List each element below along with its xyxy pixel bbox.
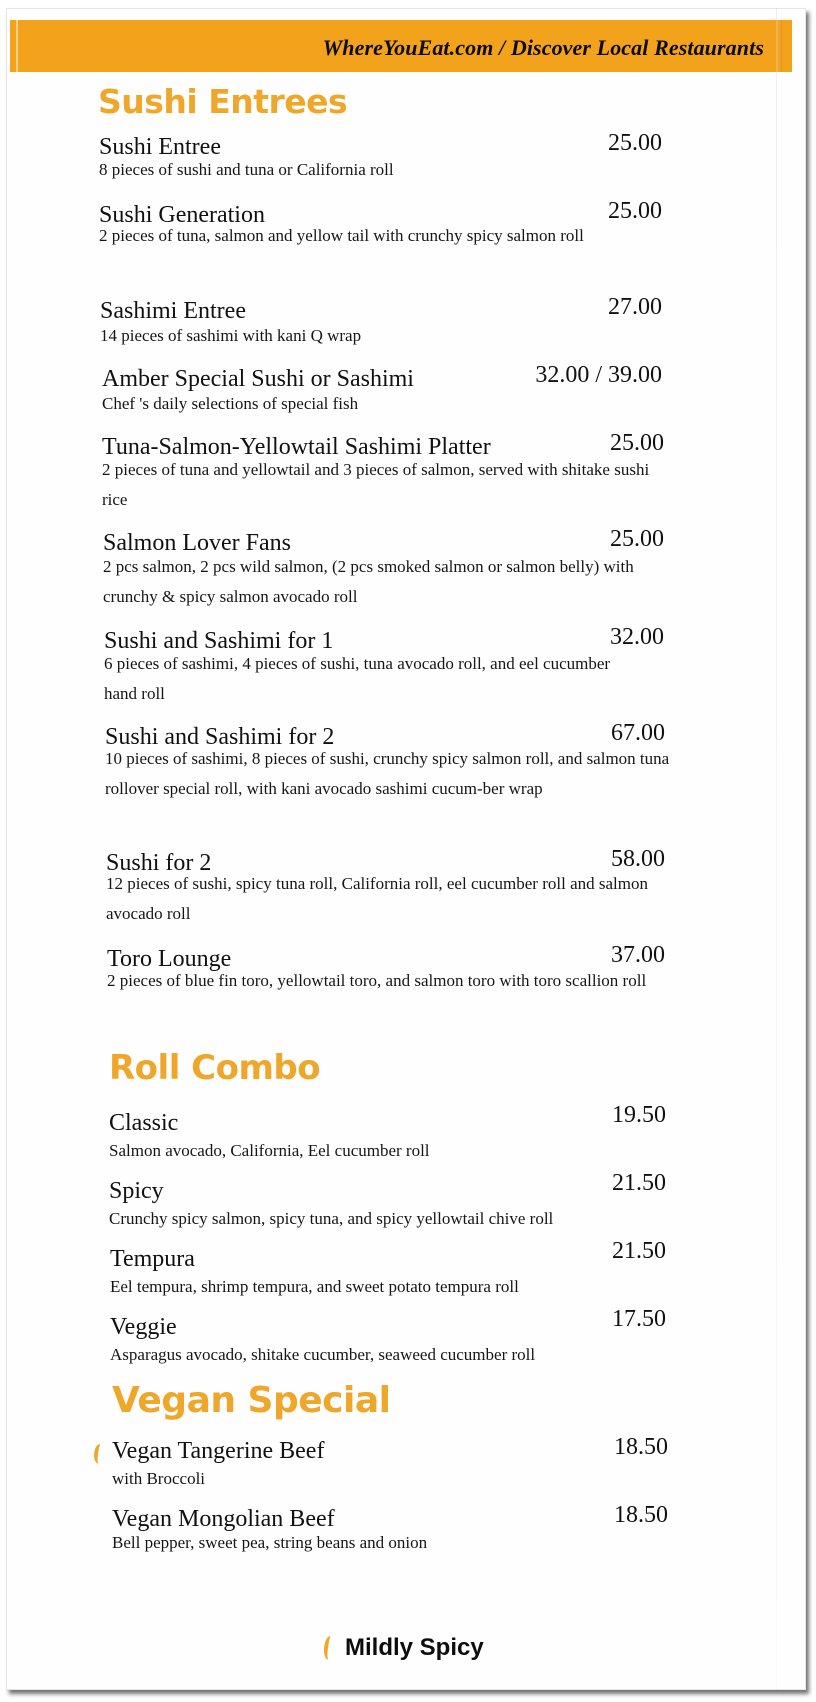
item-name: Sushi Generation [99, 202, 265, 228]
item-price: 17.50 [612, 1306, 666, 1332]
item-name: Tempura [110, 1246, 195, 1272]
item-name: Tuna-Salmon-Yellowtail Sashimi Platter [102, 434, 491, 460]
item-price: 67.00 [611, 720, 665, 746]
item-name: Sushi and Sashimi for 1 [104, 628, 334, 654]
section-title-sushi-entrees: Sushi Entrees [98, 82, 348, 121]
item-price: 32.00 / 39.00 [535, 362, 662, 388]
pepper-icon [322, 1635, 336, 1660]
item-name: Sushi Entree [99, 134, 221, 160]
item-description: Eel tempura, shrimp tempura, and sweet potato tempura roll [110, 1277, 519, 1296]
item-price: 18.50 [614, 1502, 668, 1528]
item-name: Vegan Mongolian Beef [112, 1506, 335, 1532]
section-title-vegan-special: Vegan Special [112, 1380, 391, 1421]
item-description: 10 pieces of sashimi, 8 pieces of sushi, crunchy spicy salmon roll, and salmon tuna rollover special roll, with kani avocado sashimi cucum-ber wrap [105, 749, 670, 798]
item-name: Spicy [109, 1178, 164, 1204]
item-price: 25.00 [610, 430, 664, 456]
item-name: Vegan Tangerine Beef [112, 1438, 325, 1464]
item-name: Veggie [110, 1314, 177, 1340]
pepper-icon [93, 1443, 107, 1464]
item-description: with Broccoli [112, 1469, 206, 1488]
banner-text: WhereYouEat.com / Discover Local Restaurants [322, 35, 764, 60]
section-title-roll-combo: Roll Combo [109, 1048, 321, 1088]
item-description: 12 pieces of sushi, spicy tuna roll, California roll, eel cucumber roll and salmon avocado roll [106, 874, 648, 923]
item-description: 14 pieces of sashimi with kani Q wrap [100, 326, 362, 345]
item-description: 8 pieces of sushi and tuna or California roll [99, 160, 394, 179]
item-description: Chef 's daily selections of special fish [102, 394, 359, 413]
item-price: 58.00 [611, 846, 665, 872]
item-price: 32.00 [610, 624, 664, 650]
item-price: 25.00 [610, 526, 664, 552]
spicy-legend [324, 1634, 484, 1662]
item-description: 2 pcs salmon, 2 pcs wild salmon, (2 pcs smoked salmon or salmon belly) with crunchy & spicy salmon avocado roll [103, 557, 634, 606]
item-price: 19.50 [612, 1102, 666, 1128]
item-name: Sashimi Entree [100, 298, 246, 324]
item-description: Asparagus avocado, shitake cucumber, seaweed cucumber roll [110, 1345, 536, 1364]
item-price: 25.00 [608, 198, 662, 224]
item-name: Salmon Lover Fans [103, 530, 291, 556]
item-description: Salmon avocado, California, Eel cucumber roll [109, 1141, 430, 1160]
item-name: Sushi for 2 [106, 850, 212, 876]
menu-page [6, 8, 806, 1690]
item-description: Bell pepper, sweet pea, string beans and onion [112, 1533, 428, 1552]
header-banner [10, 20, 792, 72]
item-price: 37.00 [611, 942, 665, 968]
item-price: 25.00 [608, 130, 662, 156]
banner-fold [776, 20, 782, 72]
item-description: Crunchy spicy salmon, spicy tuna, and spicy yellowtail chive roll [109, 1209, 554, 1228]
item-name: Classic [109, 1110, 179, 1136]
legend-label: Mildly Spicy [345, 1634, 484, 1661]
item-name: Amber Special Sushi or Sashimi [102, 366, 414, 392]
banner-edge [16, 20, 18, 72]
item-price: 21.50 [612, 1238, 666, 1264]
item-price: 21.50 [612, 1170, 666, 1196]
item-price: 18.50 [614, 1434, 668, 1460]
item-description: 6 pieces of sashimi, 4 pieces of sushi, tuna avocado roll, and eel cucumber hand roll [104, 654, 611, 703]
item-price: 27.00 [608, 294, 662, 320]
item-description: 2 pieces of blue fin toro, yellowtail toro, and salmon toro with toro scallion roll [107, 971, 647, 990]
page-fold [776, 8, 777, 1690]
item-name: Toro Lounge [107, 946, 232, 972]
item-description: 2 pieces of tuna and yellowtail and 3 pieces of salmon, served with shitake sushi rice [102, 460, 650, 509]
item-description: 2 pieces of tuna, salmon and yellow tail with crunchy spicy salmon roll [99, 226, 584, 245]
item-name: Sushi and Sashimi for 2 [105, 724, 335, 750]
